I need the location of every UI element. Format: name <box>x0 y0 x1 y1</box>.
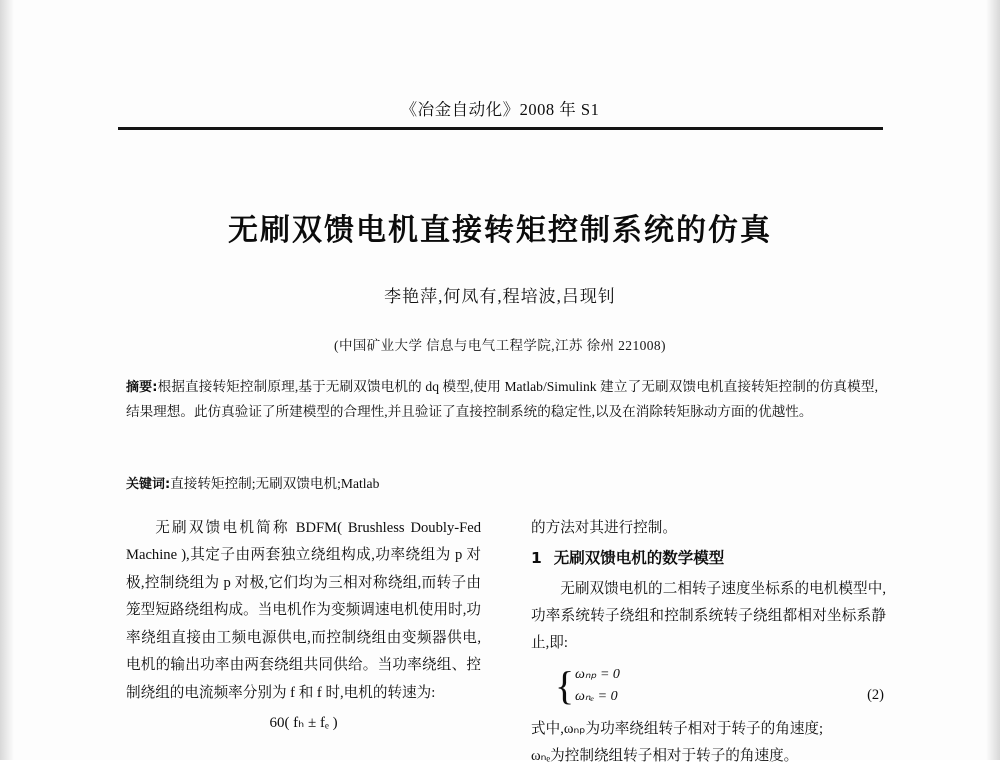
left-paragraph-1: 无刷双馈电机简称 BDFM( Brushless Doubly-Fed Machine ),其定子由两套独立绕组构成,功率绕组为 p 对极,控制绕组为 p 对极,它们均为三相对称绕组,而转子由笼型短路绕组构成。当电机作为变频调速电机使用时,功率绕组直接由工频电源供电,而控制绕组由变频器供电,电机的输出功率由两套绕组共同供给。当功率绕组、控制绕组的电流频率分别为 f 和 f 时,电机的转速为: <box>126 520 481 701</box>
keywords-block <box>126 472 878 496</box>
right-column <box>531 515 886 771</box>
right-paragraph-2: 无刷双馈电机的二相转子速度坐标系的电机模型中,功率系统转子绕组和控制系统转子绕组都相对坐标系静止,即: <box>531 580 886 652</box>
section-title: 无刷双馈电机的数学模型 <box>553 549 725 568</box>
left-column <box>126 515 481 738</box>
page-title: 无刷双馈电机直接转矩控制系统的仿真 <box>228 213 772 248</box>
abstract-text: 根据直接转矩控制原理,基于无刷双馈电机的 dq 模型,使用 Matlab/Simulink 建立了无刷双馈电机直接转矩控制的仿真模型,结果理想。此仿真验证了所建模型的合理性,并且验证了直接控制系统的稳定性,以及在消除转矩脉动方面的优越性。 <box>126 379 878 419</box>
right-paragraph-1: 的方法对其进行控制。 <box>531 520 677 536</box>
equation-2-number: (2) <box>867 686 884 703</box>
abstract-label: 摘要: <box>126 380 158 395</box>
left-equation-1 <box>126 709 481 738</box>
abstract-block <box>126 375 878 424</box>
keywords-text: 直接转矩控制;无刷双馈电机;Matlab <box>170 476 380 491</box>
equation-2-line-2: ωₙₑ = 0 <box>575 688 618 704</box>
equation-2-row <box>531 662 886 716</box>
equation-2-line-1: ωₙₚ = 0 <box>575 666 620 682</box>
author-list: 李艳萍,何凤有,程培波,吕现钊 <box>384 287 616 306</box>
body-columns <box>126 515 886 765</box>
equation-numerator: 60( fₕ ± fₑ ) <box>269 715 338 732</box>
section-number: 1 <box>531 549 542 568</box>
keywords-label: 关键词: <box>126 477 171 492</box>
section-heading-1 <box>531 544 886 573</box>
journal-header: 《冶金自动化》2008 年 S1 <box>400 100 600 119</box>
equation-brace: { <box>555 662 575 708</box>
affiliation: (中国矿业大学 信息与电气工程学院,江苏 徐州 221008) <box>334 338 666 353</box>
right-paragraph-4: ωₙₑ为控制绕组转子相对于转子的角速度。 <box>531 748 799 765</box>
equation-2-body <box>575 664 620 707</box>
header-divider <box>118 127 883 130</box>
right-paragraph-3: 式中,ωₙₚ为功率绕组转子相对于转子的角速度; <box>531 720 824 737</box>
